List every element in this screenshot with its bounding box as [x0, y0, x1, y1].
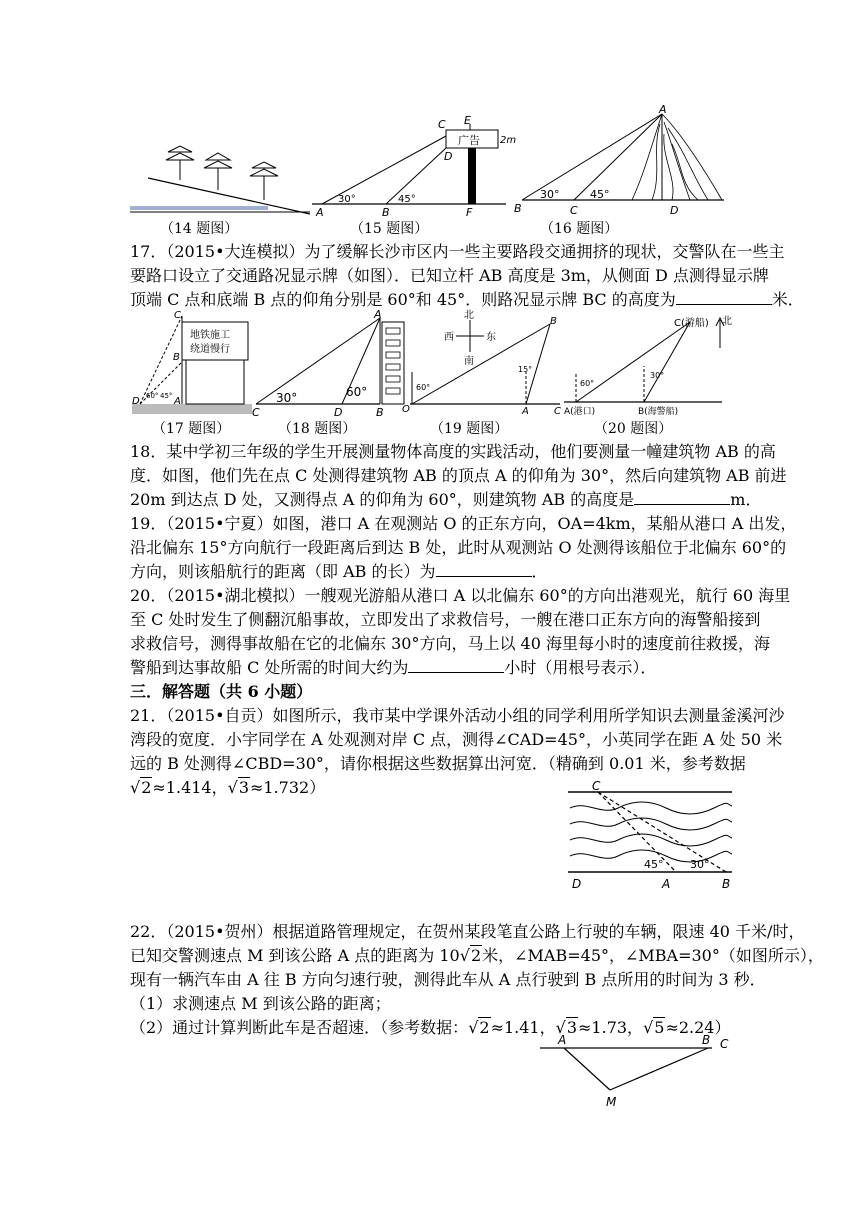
fig18-label-A: A — [374, 308, 382, 321]
sqrt-symbol: √5 — [643, 1018, 665, 1037]
fig16-label-B: B — [514, 202, 522, 215]
fig16-label-A: A — [659, 103, 667, 116]
q21-line-1: 21．（2015•自贡）如图所示，我市某中学课外活动小组的同学利用所学知识去测量釜溪河沙 — [130, 706, 785, 725]
fig15-label-C: C — [438, 118, 446, 131]
q21-value-2: ≈1.414， — [152, 778, 228, 797]
fig16-label-D: D — [670, 204, 679, 217]
sqrt-symbol: √3 — [555, 1018, 578, 1037]
section-heading: 三．解答题（共 6 小题） — [130, 682, 313, 701]
fig18-label-D: D — [334, 406, 343, 419]
fig15-label-ad: 广告 — [458, 134, 480, 147]
fig22-label-A: A — [558, 1033, 567, 1047]
fig17-sign-1: 地铁施工 — [190, 330, 230, 341]
figure-20 — [562, 308, 734, 416]
fig19-label-A: A — [522, 406, 529, 417]
fig19-label-north: 北 — [464, 310, 474, 321]
fig17-label-a45: 45° — [160, 392, 173, 400]
q22-line-3: 现有一辆汽车由 A 往 B 方向匀速行驶，测得此车从 A 点行驶到 B 点所用的时间为 3 秒． — [130, 970, 766, 989]
caption-20: （20 题图） — [594, 421, 673, 437]
q22-line-4: （1）求测速点 M 到该公路的距离； — [130, 994, 391, 1013]
q19-line-3a: 方向，则该船航行的距离（即 AB 的长）为 — [130, 562, 436, 581]
sqrt-symbol: √3 — [227, 778, 249, 797]
fig18-label-C: C — [252, 406, 260, 419]
fig22-label-B: B — [702, 1033, 711, 1047]
fig20-label-B: B(海警船) — [638, 407, 679, 417]
fig21-label-A: A — [662, 877, 671, 891]
fig21-label-B: B — [722, 877, 731, 891]
sqrt-symbol: √2 — [459, 946, 482, 965]
fig21-label-D: D — [572, 877, 582, 891]
fig18-label-a30: 30° — [276, 391, 298, 405]
fig15-label-a30: 30° — [338, 194, 356, 205]
caption-14: （14 题图） — [160, 221, 239, 237]
fig19-label-south: 南 — [464, 356, 474, 367]
fig22-label-C: C — [720, 1037, 729, 1051]
caption-19: （19 题图） — [430, 421, 509, 437]
fig15-label-D: D — [444, 150, 453, 163]
figure-15 — [310, 114, 517, 219]
fig20-label-north: 北 — [722, 316, 732, 327]
q18-line-3 — [130, 490, 762, 510]
fig16-label-a30: 30° — [540, 188, 560, 201]
q18-line-2: 度．如图，他们先在点 C 处测得建筑物 AB 的顶点 A 的仰角为 30°，然后向建筑物 AB 前进 — [130, 466, 787, 485]
q20-answer-blank[interactable] — [408, 658, 504, 673]
q22-line-5a: （2）通过计算判断此车是否超速．（参考数据： — [130, 1018, 469, 1037]
caption-17: （17 题图） — [152, 421, 231, 437]
q21-line-2: 湾段的宽度．小宇同学在 A 处观测对岸 C 点，测得∠CAD=45°，小英同学在距 A 处 50 米 — [130, 730, 783, 749]
fig20-label-a30: 30° — [650, 371, 665, 380]
caption-15: （15 题图） — [350, 221, 429, 237]
q22-line-1: 22．（2015•贺州）根据道路管理规定，在贺州某段笔直公路上行驶的车辆，限速 40 千米/时， — [130, 922, 805, 941]
figure-21 — [566, 780, 736, 892]
figure-18 — [250, 308, 410, 419]
fig15-label-h: 2m — [500, 135, 517, 146]
figure-17 — [130, 308, 254, 416]
q22-line-2 — [130, 946, 824, 966]
q19-line-3b: ． — [531, 562, 548, 581]
fig21-label-a45: 45° — [644, 858, 664, 871]
q20-line-4a: 警船到达事故船 C 处所需的时间大约为 — [130, 658, 409, 677]
q20-line-3: 求救信号，测得事故船在它的北偏东 30°方向，马上以 40 海里每小时的速度前往救援，海 — [130, 634, 770, 653]
fig19-label-C: C — [554, 406, 561, 417]
fig19-label-east: 东 — [486, 332, 496, 343]
q22-value-2: ≈1.41， — [490, 1018, 556, 1037]
sqrt-symbol: √2 — [468, 1018, 490, 1037]
q21-value-3: ≈1.732） — [250, 778, 326, 797]
fig17-label-D: D — [132, 396, 140, 407]
q17-line-1: 17．（2015•大连模拟）为了缓解长沙市区内一些主要路段交通拥挤的现状，交警队在一些主 — [130, 242, 785, 261]
fig15-label-A: A — [316, 206, 324, 219]
q18-line-1: 18．某中学初三年级的学生开展测量物体高度的实践活动，他们要测量一幢建筑物 AB 的高 — [130, 442, 776, 461]
fig19-label-a60: 60° — [416, 383, 431, 392]
fig17-label-a60: 60° — [146, 392, 159, 400]
fig20-label-A: A(港口) — [564, 407, 596, 417]
q18-line-3a: 20m 到达点 D 处，又测得点 A 的仰角为 60°，则建筑物 AB 的高度是 — [130, 490, 635, 509]
figure-16 — [512, 104, 728, 218]
q19-line-1: 19．（2015•宁夏）如图，港口 A 在观测站 O 的正东方向，OA=4km，某船从港口 A 出发， — [130, 514, 797, 533]
fig19-label-west: 西 — [444, 332, 454, 343]
fig15-label-F: F — [466, 206, 473, 219]
fig18-label-B: B — [376, 406, 384, 419]
q18-line-3b: m． — [730, 490, 762, 509]
fig15-label-a45: 45° — [398, 194, 416, 205]
q20-line-1: 20．（2015•湖北模拟）一艘观光游船从港口 A 以北偏东 60°的方向出港观光，航行 60 海里 — [130, 586, 791, 605]
q19-line-3 — [130, 562, 740, 582]
fig15-label-E: E — [464, 114, 471, 127]
q19-answer-blank[interactable] — [436, 562, 532, 577]
fig19-label-O: O — [402, 404, 410, 415]
figure-14 — [128, 138, 314, 218]
q20-line-2: 至 C 处时发生了侧翻沉船事故，立即发出了求救信号，一艘在港口正东方向的海警船接到 — [130, 610, 761, 629]
q19-line-2: 沿北偏东 15°方向航行一段距离后到达 B 处，此时从观测站 O 处测得该船位于北偏东 60°的 — [130, 538, 787, 557]
fig17-label-C: C — [174, 310, 181, 321]
q22-line-2b: 米，∠MAB=45°，∠MBA=30°（如图所示）， — [482, 946, 824, 965]
q17-line-2: 要路口设立了交通路况显示牌（如图）．已知立杆 AB 高度是 3m，从侧面 D 点测得显示牌 — [130, 266, 769, 285]
q18-answer-blank[interactable] — [634, 490, 730, 505]
fig17-label-A: A — [174, 396, 181, 407]
fig19-label-B: B — [550, 316, 557, 327]
fig18-label-a60: 60° — [346, 385, 368, 399]
fig21-label-a30: 30° — [690, 858, 710, 871]
fig16-label-a45: 45° — [590, 188, 610, 201]
q22-value-5: ≈2.24） — [665, 1018, 731, 1037]
q22-value-3: ≈1.73， — [578, 1018, 644, 1037]
q22-line-2a: 已知交警测速点 M 到该公路 A 点的距离为 10 — [130, 946, 460, 965]
sqrt-symbol: √2 — [130, 778, 152, 797]
caption-18: （18 题图） — [278, 421, 357, 437]
q21-line-3: 远的 B 处测得∠CBD=30°，请你根据这些数据算出河宽．（精确到 0.01 米，参考数据 — [130, 754, 746, 773]
q17-line-3a: 顶端 C 点和底端 B 点的仰角分别是 60°和 45°．则路况显示牌 BC 的高度为 — [130, 290, 676, 309]
fig20-label-a60: 60° — [580, 379, 595, 388]
q17-line-3b: 米． — [771, 290, 804, 309]
figure-22 — [536, 1030, 736, 1116]
figure-19 — [400, 306, 570, 416]
caption-16: （16 题图） — [540, 221, 619, 237]
fig15-label-B: B — [382, 206, 390, 219]
fig16-label-C: C — [570, 204, 578, 217]
fig19-label-a15: 15° — [518, 365, 533, 374]
fig17-sign-2: 绕道慢行 — [190, 344, 230, 355]
q20-line-4 — [130, 658, 740, 678]
fig22-label-M: M — [606, 1095, 617, 1109]
fig21-label-C: C — [592, 779, 601, 793]
q20-line-4b: 小时（用根号表示）． — [504, 658, 657, 677]
fig17-label-B: B — [173, 352, 180, 363]
q17-answer-blank[interactable] — [676, 290, 772, 305]
fig20-label-C: C(游船) — [674, 318, 709, 329]
